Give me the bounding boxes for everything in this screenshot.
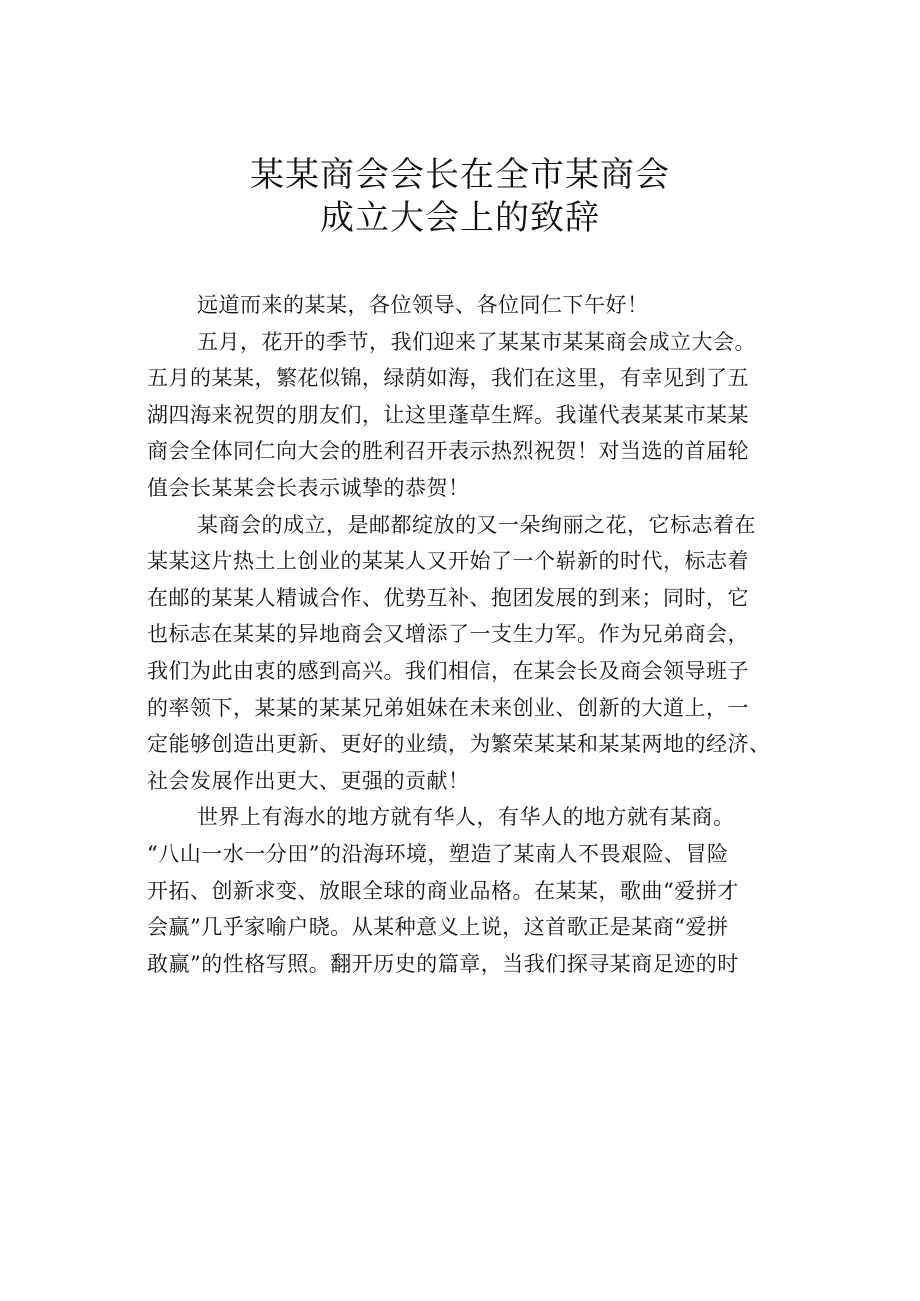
body-line: 敢赢”的性格写照。翻开历史的篇章，当我们探寻某商足迹的时 — [147, 951, 739, 976]
title-line-1: 某某商会会长在全市某商会 — [250, 155, 670, 195]
body-line: 会赢”几乎家喻户晓。从某种意义上说，这首歌正是某商“爱拼 — [147, 915, 729, 940]
body-line: 湖四海来祝贺的朋友们，让这里蓬草生辉。我谨代表某某市某某 — [147, 402, 749, 427]
body-line: 某商会的成立，是邮都绽放的又一朵绚丽之花，它标志着在 — [197, 512, 756, 537]
body-line: 远道而来的某某，各位领导、各位同仁下午好！ — [197, 293, 649, 317]
body-line: 五月的某某，繁花似锦，绿荫如海，我们在这里，有幸见到了五 — [147, 366, 749, 391]
body-line: 的率领下，某某的某某兄弟姐妹在未来创业、创新的大道上，一 — [147, 695, 749, 720]
body-line: 值会长某某会长表示诚挚的恭贺！ — [147, 475, 470, 500]
body-line: 在邮的某某人精诚合作、优势互补、抱团发展的到来；同时，它 — [147, 585, 749, 610]
body-line: 我们为此由衷的感到高兴。我们相信，在某会长及商会领导班子 — [147, 658, 749, 683]
document-body — [147, 287, 807, 982]
title-line-2: 成立大会上的致辞 — [320, 198, 600, 238]
body-line: 社会发展作出更大、更强的贡献！ — [147, 768, 470, 793]
body-line: 也标志在某某的异地商会又增添了一支生力军。作为兄弟商会， — [147, 622, 749, 647]
body-line: 定能够创造出更新、更好的业绩，为繁荣某某和某某两地的经济、 — [147, 732, 771, 757]
body-line: 世界上有海水的地方就有华人，有华人的地方就有某商。 — [197, 805, 735, 830]
body-line: 某某这片热土上创业的某某人又开始了一个崭新的时代，标志着 — [147, 549, 749, 574]
body-line: “八山一水一分田”的沿海环境，塑造了某南人不畏艰险、冒险 — [147, 841, 729, 866]
body-line: 五月，花开的季节，我们迎来了某某市某某商会成立大会。 — [197, 329, 756, 354]
body-line: 商会全体同仁向大会的胜利召开表示热烈祝贺！对当选的首届轮 — [147, 439, 749, 464]
body-line: 开拓、创新求变、放眼全球的商业品格。在某某，歌曲“爱拼才 — [147, 878, 739, 903]
document-title — [120, 154, 800, 240]
